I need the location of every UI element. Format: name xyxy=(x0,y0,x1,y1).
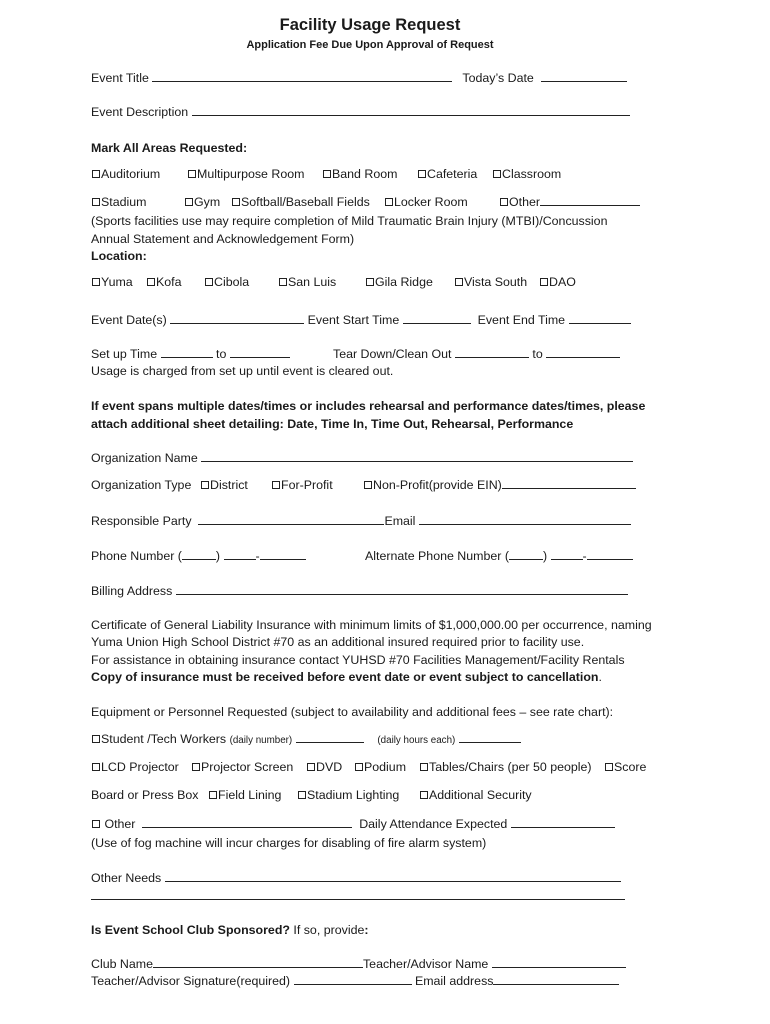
equipment-other-field[interactable] xyxy=(142,816,352,828)
to-label: to xyxy=(216,347,227,361)
area-option-band-room[interactable] xyxy=(323,166,397,182)
option-label: Stadium Lighting xyxy=(307,788,400,802)
option-label: LCD Projector xyxy=(101,760,179,774)
equipment-field-lining[interactable] xyxy=(209,787,281,803)
checkbox[interactable] xyxy=(92,820,100,828)
daily-number-field[interactable] xyxy=(296,731,364,743)
ein-field[interactable] xyxy=(502,477,636,489)
org-type-non-profit[interactable] xyxy=(364,477,636,493)
checkbox[interactable] xyxy=(201,481,209,489)
daily-hours-label: (daily hours each) xyxy=(377,735,456,746)
event-dates-label: Event Date(s) xyxy=(91,313,167,327)
daily-attendance-field[interactable] xyxy=(511,816,615,828)
other-area-field[interactable] xyxy=(540,194,640,206)
checkbox[interactable] xyxy=(279,278,287,286)
equipment-dvd[interactable] xyxy=(307,759,342,775)
location-heading: Location: xyxy=(91,249,147,263)
option-label: District xyxy=(210,478,248,492)
equipment-scoreboard[interactable] xyxy=(605,759,646,775)
area-option-multipurpose[interactable] xyxy=(188,166,304,182)
phone-area-field[interactable] xyxy=(182,548,216,560)
checkbox[interactable] xyxy=(366,278,374,286)
responsible-party-label: Responsible Party xyxy=(91,514,192,528)
option-label: Classroom xyxy=(502,167,562,181)
alt-phone-area-field[interactable] xyxy=(509,548,543,560)
insurance-warning-bold: Copy of insurance must be received before event date or event subject to cancellation xyxy=(91,670,599,684)
event-dates-row xyxy=(91,312,631,328)
area-option-auditorium[interactable] xyxy=(92,166,160,182)
checkbox[interactable] xyxy=(540,278,548,286)
event-start-field[interactable] xyxy=(403,312,471,324)
checkbox[interactable] xyxy=(364,481,372,489)
option-label: Locker Room xyxy=(394,195,468,209)
club-question-tail: If so, provide xyxy=(289,923,365,937)
teacher-advisor-name-label: Teacher/Advisor Name xyxy=(362,957,489,971)
club-name-row xyxy=(91,956,626,972)
option-label: Cibola xyxy=(214,275,250,289)
email-label: Email xyxy=(384,514,416,528)
option-label: Field Lining xyxy=(218,788,282,802)
checkbox[interactable] xyxy=(92,170,100,178)
organization-name-label: Organization Name xyxy=(91,451,198,465)
checkbox[interactable] xyxy=(205,278,213,286)
equipment-podium[interactable] xyxy=(355,759,406,775)
organization-name-row xyxy=(91,450,633,466)
checkbox[interactable] xyxy=(500,198,508,206)
insurance-warning xyxy=(91,669,602,685)
option-label: DVD xyxy=(316,760,343,774)
alt-phone-row xyxy=(365,548,633,564)
option-label: San Luis xyxy=(288,275,337,289)
checkbox[interactable] xyxy=(420,791,428,799)
other-needs-field[interactable] xyxy=(165,870,621,882)
location-option-kofa[interactable] xyxy=(147,274,182,290)
org-type-for-profit[interactable] xyxy=(272,477,333,493)
multi-date-note-line1: If event spans multiple dates/times or includes rehearsal and performance dates/times, please xyxy=(91,399,646,413)
todays-date-field[interactable] xyxy=(541,70,627,82)
option-label: Projector Screen xyxy=(201,760,294,774)
equipment-lcd-projector[interactable] xyxy=(92,759,179,775)
area-option-softball-fields[interactable] xyxy=(232,194,370,210)
option-label: Multipurpose Room xyxy=(197,167,305,181)
checkbox[interactable] xyxy=(192,763,200,771)
option-label: Other xyxy=(509,195,540,209)
checkbox[interactable] xyxy=(307,763,315,771)
checkbox[interactable] xyxy=(92,763,100,771)
checkbox[interactable] xyxy=(455,278,463,286)
club-question xyxy=(91,922,369,938)
checkbox[interactable] xyxy=(92,198,100,206)
option-label: For-Profit xyxy=(281,478,333,492)
checkbox[interactable] xyxy=(418,170,426,178)
insurance-line2: Yuma Union High School District #70 as an additional insured required prior to facility use. xyxy=(91,635,585,649)
option-label: Vista South xyxy=(464,275,528,289)
equipment-stadium-lighting[interactable] xyxy=(298,787,399,803)
teacher-advisor-name-field[interactable] xyxy=(492,956,626,968)
checkbox[interactable] xyxy=(605,763,613,771)
teardown-to-field[interactable] xyxy=(546,346,620,358)
option-label: Other xyxy=(101,817,136,831)
option-label: Podium xyxy=(364,760,407,774)
other-needs-label: Other Needs xyxy=(91,871,162,885)
checkbox[interactable] xyxy=(185,198,193,206)
event-title-field[interactable] xyxy=(152,70,452,82)
event-title-row xyxy=(91,70,627,86)
daily-number-label: (daily number) xyxy=(229,735,293,746)
alt-phone-line-field[interactable] xyxy=(587,548,633,560)
equipment-tables-chairs[interactable] xyxy=(420,759,592,775)
setup-from-field[interactable] xyxy=(161,346,213,358)
checkbox[interactable] xyxy=(147,278,155,286)
event-start-label: Event Start Time xyxy=(307,313,400,327)
org-type-district[interactable] xyxy=(201,477,248,493)
teacher-signature-row xyxy=(91,973,619,989)
club-name-field[interactable] xyxy=(153,956,363,968)
setup-row xyxy=(91,346,290,362)
billing-address-row xyxy=(91,583,628,599)
checkbox[interactable] xyxy=(323,170,331,178)
club-name-label: Club Name xyxy=(91,957,153,971)
location-option-yuma[interactable] xyxy=(92,274,133,290)
event-end-field[interactable] xyxy=(569,312,631,324)
areas-heading: Mark All Areas Requested: xyxy=(91,141,248,155)
organization-name-field[interactable] xyxy=(201,450,633,462)
option-label: Tables/Chairs (per 50 people) xyxy=(429,760,592,774)
equipment-other[interactable] xyxy=(92,816,615,832)
checkbox[interactable] xyxy=(385,198,393,206)
checkbox[interactable] xyxy=(272,481,280,489)
area-option-locker-room[interactable] xyxy=(385,194,468,210)
option-label: Score xyxy=(614,760,647,774)
teacher-signature-label: Teacher/Advisor Signature(required) xyxy=(91,974,291,988)
location-option-vista-south[interactable] xyxy=(455,274,527,290)
organization-type-label: Organization Type xyxy=(91,478,192,492)
option-label: Non-Profit(provide EIN) xyxy=(373,478,502,492)
setup-label: Set up Time xyxy=(91,347,158,361)
option-label: Kofa xyxy=(156,275,182,289)
multi-date-note-line2: attach additional sheet detailing: Date, Time In, Time Out, Rehearsal, Performance xyxy=(91,417,574,431)
event-description-field[interactable] xyxy=(192,104,630,116)
event-dates-field[interactable] xyxy=(170,312,304,324)
option-label: Cafeteria xyxy=(427,167,478,181)
responsible-party-row xyxy=(91,513,631,529)
phone-prefix-field[interactable] xyxy=(224,548,256,560)
option-label: DAO xyxy=(549,275,576,289)
location-option-dao[interactable] xyxy=(540,274,576,290)
email-address-field[interactable] xyxy=(493,973,619,985)
checkbox[interactable] xyxy=(420,763,428,771)
checkbox[interactable] xyxy=(92,278,100,286)
phone-line-field[interactable] xyxy=(260,548,306,560)
equipment-projector-screen[interactable] xyxy=(192,759,293,775)
teardown-label: Tear Down/Clean Out xyxy=(333,347,452,361)
location-option-san-luis[interactable] xyxy=(279,274,336,290)
insurance-line1: Certificate of General Liability Insurance with minimum limits of $1,000,000.00 per occurrence, naming xyxy=(91,618,652,632)
checkbox[interactable] xyxy=(232,198,240,206)
billing-address-label: Billing Address xyxy=(91,584,173,598)
checkbox[interactable] xyxy=(493,170,501,178)
todays-date-label: Today’s Date xyxy=(462,71,534,85)
other-needs-field-2[interactable] xyxy=(91,888,625,900)
other-needs-row xyxy=(91,870,621,886)
paren: ) xyxy=(542,549,548,563)
option-label: Band Room xyxy=(332,167,398,181)
area-option-gym[interactable] xyxy=(185,194,220,210)
email-address-label: Email address xyxy=(414,974,494,988)
area-option-cafeteria[interactable] xyxy=(418,166,477,182)
email-field[interactable] xyxy=(419,513,631,525)
checkbox[interactable] xyxy=(188,170,196,178)
club-colon: : xyxy=(364,923,369,937)
club-question-bold: Is Event School Club Sponsored? xyxy=(91,923,290,937)
equipment-heading: Equipment or Personnel Requested (subject to availability and additional fees – see rate chart): xyxy=(91,705,614,719)
setup-to-field[interactable] xyxy=(230,346,290,358)
checkbox[interactable] xyxy=(209,791,217,799)
teacher-signature-field[interactable] xyxy=(294,973,412,985)
sports-note-line1: (Sports facilities use may require completion of Mild Traumatic Brain Injury (MTBI)/Concussion xyxy=(91,214,608,228)
to-label: to xyxy=(532,347,543,361)
responsible-party-field[interactable] xyxy=(198,513,384,525)
checkbox[interactable] xyxy=(92,735,100,743)
area-option-other[interactable] xyxy=(500,194,640,210)
option-label: Gym xyxy=(194,195,221,209)
equipment-additional-security[interactable] xyxy=(420,787,532,803)
event-description-row xyxy=(91,104,630,120)
area-option-classroom[interactable] xyxy=(493,166,561,182)
option-label: Additional Security xyxy=(429,788,532,802)
daily-attendance-label: Daily Attendance Expected xyxy=(359,817,508,831)
insurance-line3: For assistance in obtaining insurance contact YUHSD #70 Facilities Management/Facility Rentals xyxy=(91,653,625,667)
equipment-student-tech[interactable] xyxy=(92,731,521,749)
fog-machine-note: (Use of fog machine will incur charges for disabling of fire alarm system) xyxy=(91,836,487,850)
paren: ) xyxy=(215,549,221,563)
billing-address-field[interactable] xyxy=(176,583,628,595)
period: . xyxy=(598,670,602,684)
event-description-label: Event Description xyxy=(91,105,189,119)
usage-charged-note: Usage is charged from set up until event is cleared out. xyxy=(91,364,394,378)
option-label: Gila Ridge xyxy=(375,275,433,289)
option-label: Auditorium xyxy=(101,167,161,181)
alt-phone-prefix-field[interactable] xyxy=(551,548,583,560)
scoreboard-continuation: Board or Press Box xyxy=(91,788,199,802)
area-option-stadium[interactable] xyxy=(92,194,146,210)
option-label: Student /Tech Workers xyxy=(101,732,227,746)
phone-row xyxy=(91,548,306,564)
form-title: Facility Usage Request xyxy=(279,16,461,34)
other-needs-row-2 xyxy=(91,888,625,904)
phone-label: Phone Number ( xyxy=(91,549,182,563)
teardown-from-field[interactable] xyxy=(455,346,529,358)
dash: - xyxy=(582,549,587,563)
location-option-cibola[interactable] xyxy=(205,274,249,290)
teardown-row xyxy=(333,346,620,362)
option-label: Yuma xyxy=(101,275,133,289)
form-subtitle: Application Fee Due Upon Approval of Request xyxy=(246,39,494,51)
daily-hours-field[interactable] xyxy=(459,731,521,743)
option-label: Stadium xyxy=(101,195,147,209)
option-label: Softball/Baseball Fields xyxy=(241,195,370,209)
location-option-gila-ridge[interactable] xyxy=(366,274,433,290)
alt-phone-label: Alternate Phone Number ( xyxy=(365,549,509,563)
checkbox[interactable] xyxy=(355,763,363,771)
sports-note-line2: Annual Statement and Acknowledgement Form) xyxy=(91,232,355,246)
checkbox[interactable] xyxy=(298,791,306,799)
dash: - xyxy=(255,549,260,563)
event-title-label: Event Title xyxy=(91,71,149,85)
event-end-label: Event End Time xyxy=(477,313,566,327)
